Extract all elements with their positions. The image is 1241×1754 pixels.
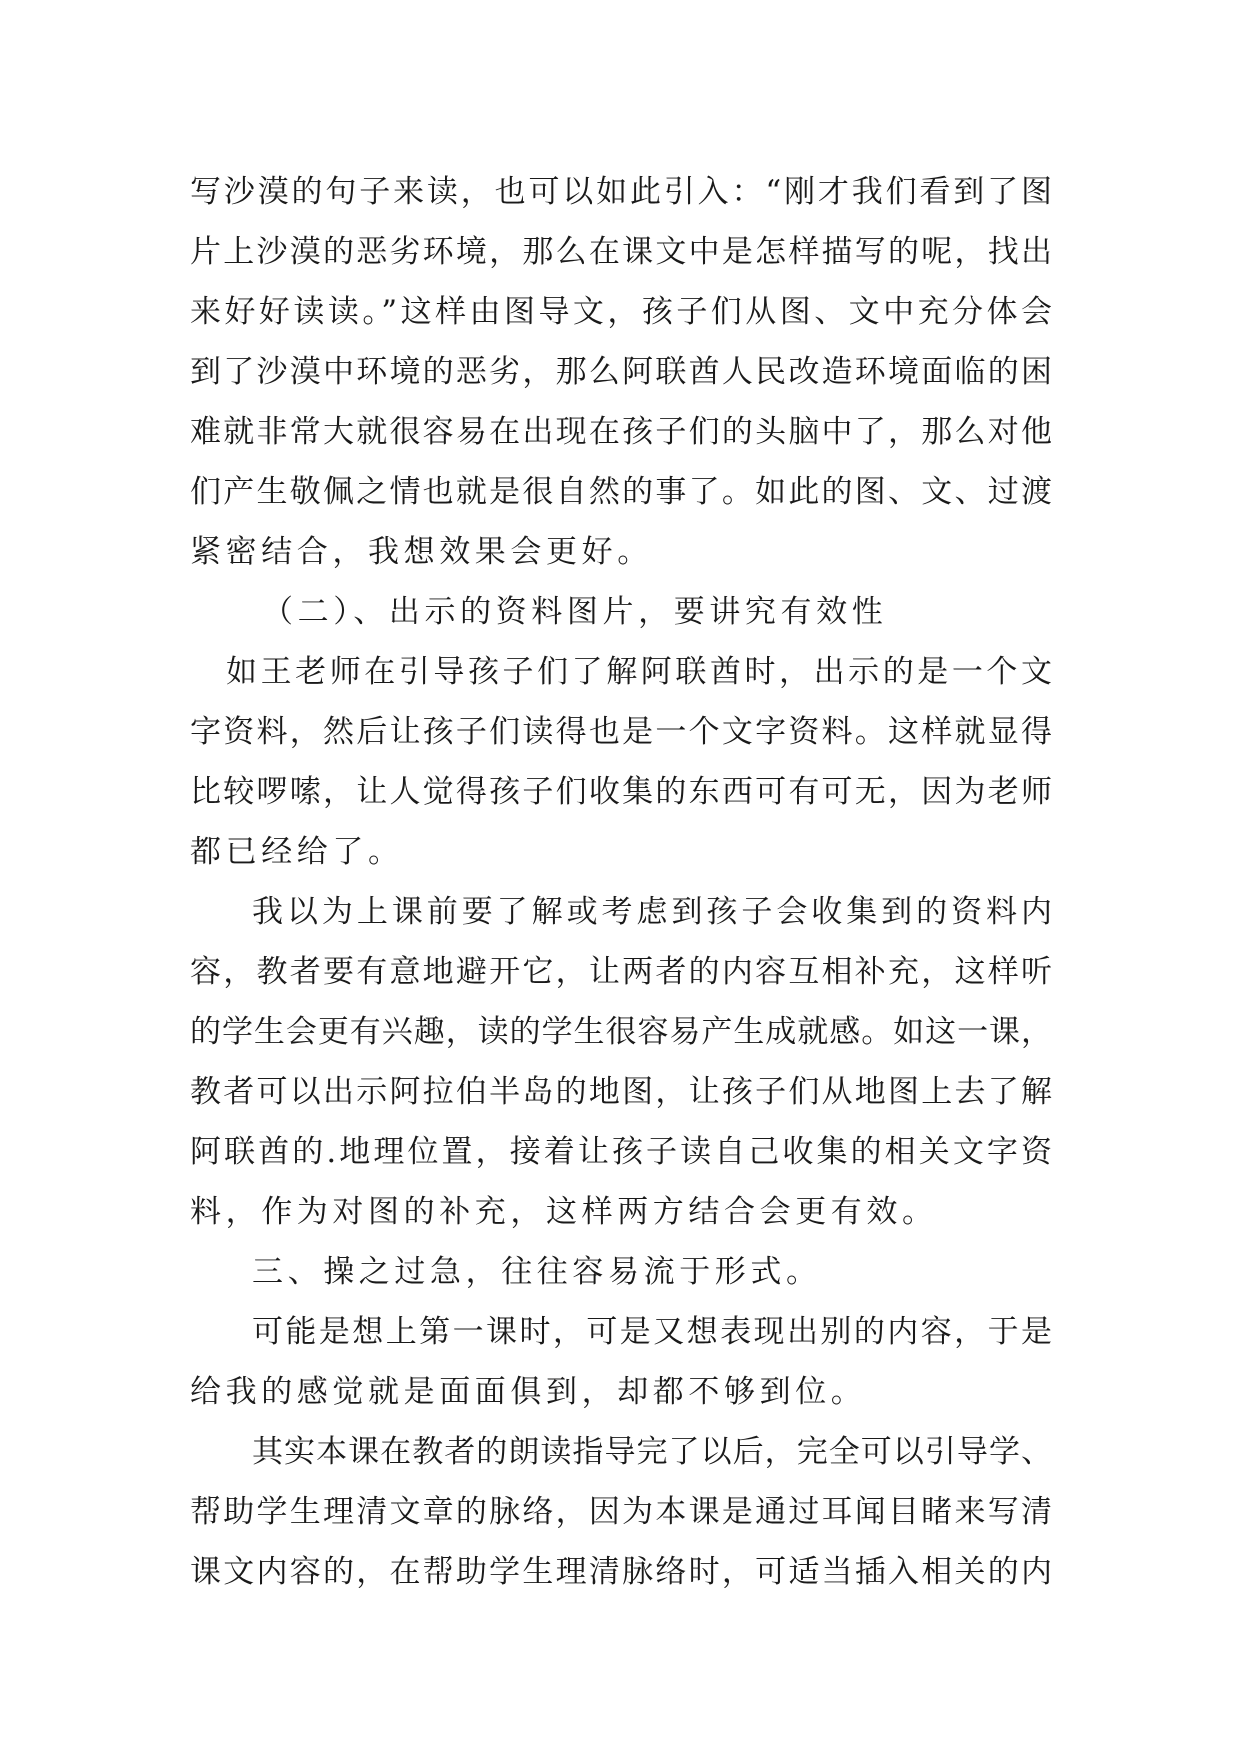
text-line: 容，教者要有意地避开它，让两者的内容互相补充，这样听 [190, 954, 1052, 990]
text-line: 我以为上课前要了解或考虑到孩子会收集到的资料内 [252, 894, 1052, 930]
text-line: 其实本课在教者的朗读指导完了以后，完全可以引导学、 [252, 1434, 1052, 1470]
text-line: 三、操之过急，往往容易流于形式。 [252, 1254, 822, 1290]
text-line: 阿联酋的.地理位置，接着让孩子读自己收集的相关文字资 [190, 1134, 1052, 1170]
text-line: 们产生敬佩之情也就是很自然的事了。如此的图、文、过渡 [190, 474, 1052, 510]
text-line: （二）、出示的资料图片，要讲究有效性 [262, 594, 888, 630]
text-line: 到了沙漠中环境的恶劣，那么阿联酋人民改造环境面临的困 [190, 354, 1052, 390]
text-line: 来好好读读。”这样由图导文，孩子们从图、文中充分体会 [190, 294, 1052, 330]
text-line: 写沙漠的句子来读，也可以如此引入：“刚才我们看到了图 [190, 174, 1052, 210]
text-line: 如王老师在引导孩子们了解阿联酋时，出示的是一个文 [226, 654, 1052, 690]
text-line: 紧密结合，我想效果会更好。 [190, 534, 653, 570]
text-line: 难就非常大就很容易在出现在孩子们的头脑中了，那么对他 [190, 414, 1052, 450]
text-line: 都已经给了。 [190, 834, 404, 870]
text-line: 教者可以出示阿拉伯半岛的地图，让孩子们从地图上去了解 [190, 1074, 1052, 1110]
text-line: 字资料，然后让孩子们读得也是一个文字资料。这样就显得 [190, 714, 1052, 750]
text-line: 给我的感觉就是面面俱到，却都不够到位。 [190, 1374, 867, 1410]
document-body [190, 162, 1052, 1602]
text-line: 片上沙漠的恶劣环境，那么在课文中是怎样描写的呢，找出 [190, 234, 1052, 270]
text-line: 的学生会更有兴趣，读的学生很容易产生成就感。如这一课， [190, 1014, 1052, 1050]
text-line: 比较啰嗦，让人觉得孩子们收集的东西可有可无，因为老师 [190, 774, 1052, 810]
text-line: 帮助学生理清文章的脉络，因为本课是通过耳闻目睹来写清 [190, 1494, 1052, 1530]
text-line: 料，作为对图的补充，这样两方结合会更有效。 [190, 1194, 938, 1230]
text-line: 课文内容的，在帮助学生理清脉络时，可适当插入相关的内 [190, 1554, 1052, 1590]
text-line: 可能是想上第一课时，可是又想表现出别的内容，于是 [252, 1314, 1052, 1350]
